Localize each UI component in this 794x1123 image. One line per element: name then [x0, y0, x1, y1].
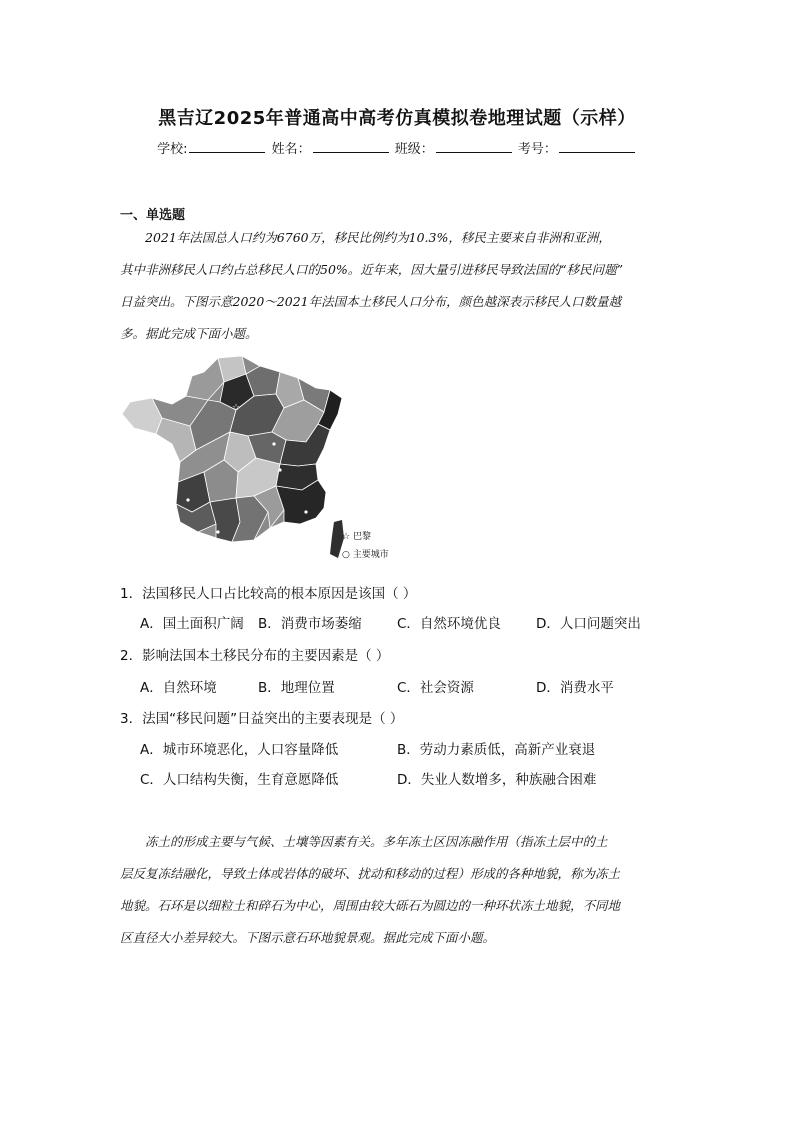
question-1-option-d[interactable]: D．人口问题突出 — [536, 616, 641, 632]
passage-line: 多。据此完成下面小题。 — [120, 326, 258, 341]
city-dot-icon — [272, 442, 275, 445]
question-2-option-d[interactable]: D．消费水平 — [536, 680, 614, 696]
exam-title: 黑吉辽2025年普通高中高考仿真模拟卷地理试题（示样） — [158, 108, 636, 129]
passage-line: 地貌。石环是以细粒土和碎石为中心，周围由较大砾石为圆边的一种环状冻土地貌，不同地 — [120, 898, 621, 913]
passage-line: 层反复冻结融化，导致土体或岩体的破坏、扰动和移动的过程）形成的各种地貌，称为冻土 — [120, 866, 621, 881]
question-2-stem: 2．影响法国本土移民分布的主要因素是（ ） — [120, 648, 390, 664]
city-dot-icon — [186, 498, 189, 501]
passage-permafrost — [120, 826, 676, 954]
legend-city: ○ 主要城市 — [342, 550, 389, 560]
school-label: 学校: — [157, 142, 188, 157]
question-2-option-b[interactable]: B．地理位置 — [258, 680, 335, 696]
star-icon: ☆ — [342, 532, 351, 542]
city-dot-icon — [216, 530, 219, 533]
city-dot-icon — [278, 468, 281, 471]
question-2-option-c[interactable]: C．社会资源 — [397, 680, 474, 696]
question-3-option-a[interactable]: A．城市环境恶化，人口容量降低 — [140, 742, 339, 758]
class-blank[interactable] — [436, 139, 512, 153]
legend-capital: ☆ 巴黎 — [342, 532, 371, 542]
question-1-option-a[interactable]: A．国土面积广阔 — [140, 616, 244, 632]
passage-line: 其中非洲移民人口约占总移民人口的50%。近年来，因大量引进移民导致法国的“移民问题” — [120, 262, 624, 277]
name-label: 姓名： — [271, 142, 311, 157]
passage-line: 2021年法国总人口约为6760万，移民比例约为10.3%，移民主要来自非洲和亚洲， — [145, 230, 611, 245]
section-heading: 一、单选题 — [120, 208, 186, 223]
exam-number-blank[interactable] — [559, 139, 635, 153]
question-3-option-b[interactable]: B．劳动力素质低，高新产业衰退 — [397, 742, 596, 758]
map-legend — [342, 528, 389, 564]
question-3-stem: 3．法国“移民问题”日益突出的主要表现是（ ） — [120, 711, 404, 727]
question-2-option-a[interactable]: A．自然环境 — [140, 680, 217, 696]
class-label: 班级： — [394, 142, 434, 157]
circle-icon: ○ — [342, 550, 350, 560]
school-blank[interactable] — [189, 139, 265, 153]
question-3-option-c[interactable]: C．人口结构失衡，生育意愿降低 — [140, 772, 339, 788]
passage-line: 日益突出。下图示意2020～2021年法国本土移民人口分布，颜色越深表示移民人口数量越 — [120, 294, 622, 309]
question-1-option-c[interactable]: C．自然环境优良 — [397, 616, 501, 632]
city-dot-icon — [304, 510, 307, 513]
question-1-option-b[interactable]: B．消费市场萎缩 — [258, 616, 362, 632]
student-info-line — [0, 138, 794, 157]
passage-immigration — [120, 222, 676, 350]
departement-regions — [122, 356, 342, 542]
name-blank[interactable] — [313, 139, 389, 153]
passage-line: 区直径大小差异较大。下图示意石环地貌景观。据此完成下面小题。 — [120, 930, 496, 945]
question-3-option-d[interactable]: D．失业人数增多，种族融合困难 — [397, 772, 597, 788]
question-1-stem: 1．法国移民人口占比较高的根本原因是该国（ ） — [120, 586, 417, 602]
passage-line: 冻土的形成主要与气候、土壤等因素有关。多年冻土区因冻融作用（指冻土层中的土 — [145, 834, 608, 849]
paris-star-icon: ☆ — [232, 403, 241, 413]
exam-number-label: 考号： — [517, 142, 557, 157]
